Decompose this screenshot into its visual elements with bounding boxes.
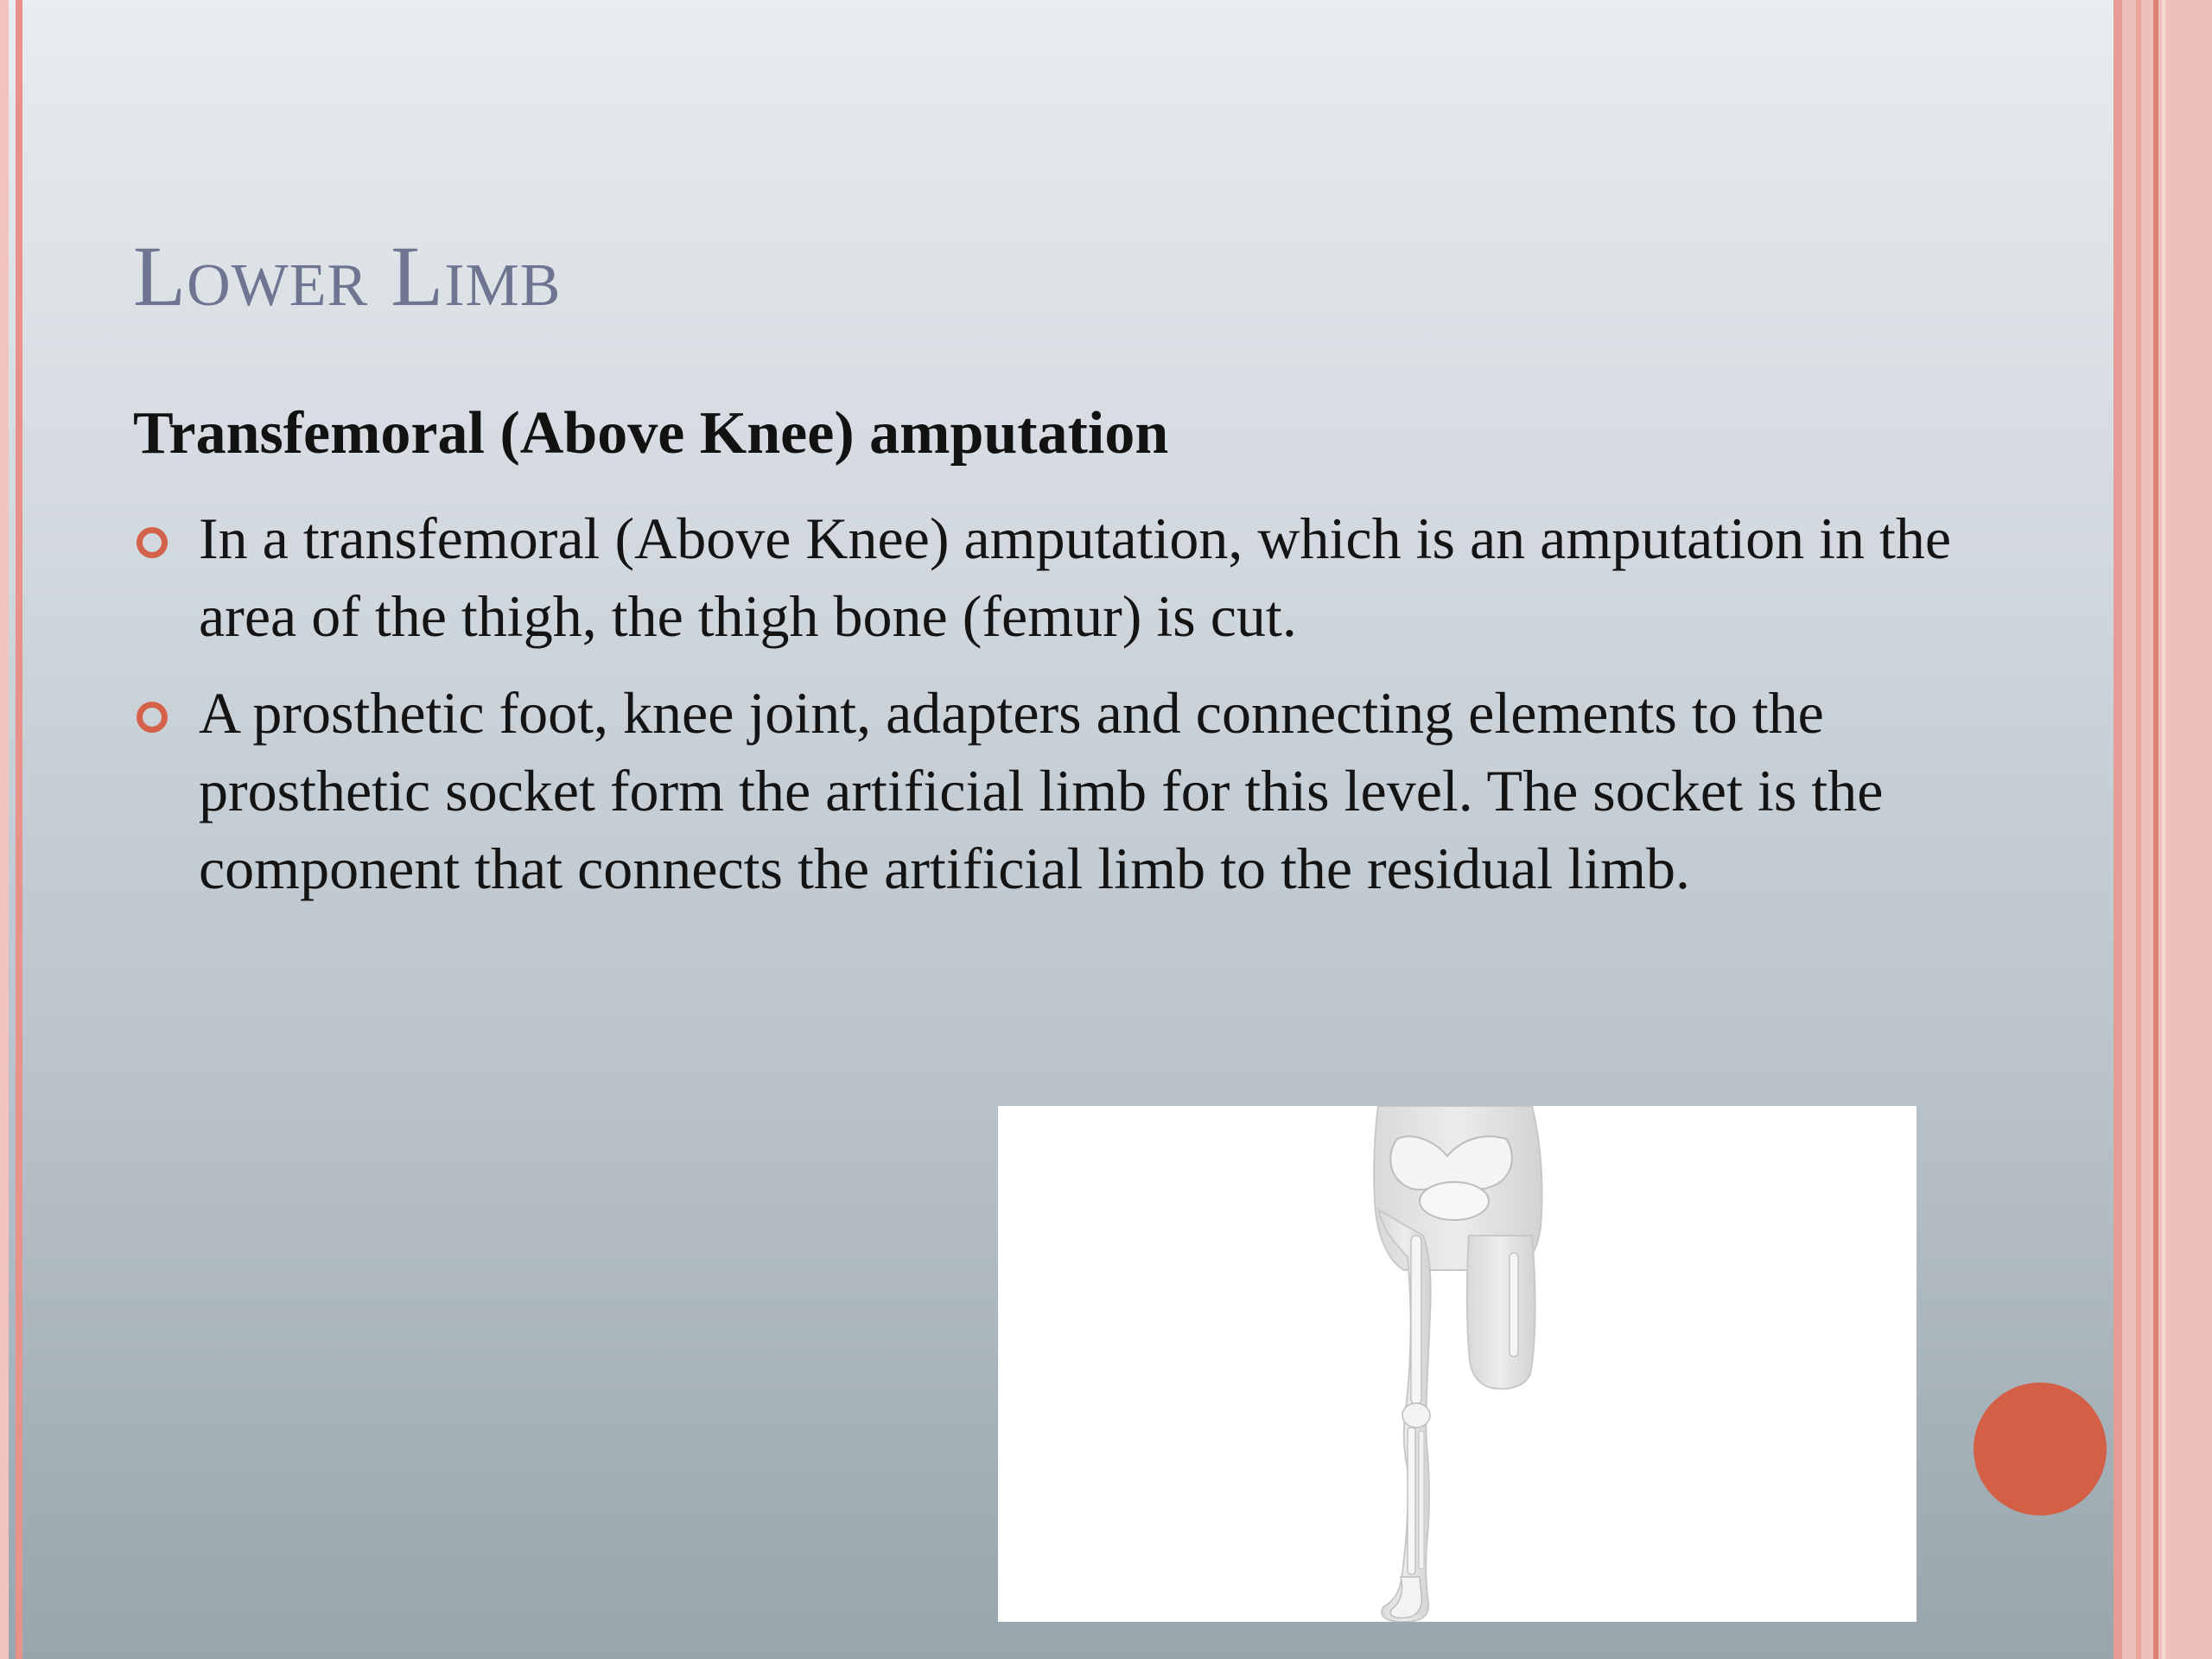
slide-title: Lower Limb	[133, 228, 562, 324]
bullet-text: A prosthetic foot, knee joint, adapters and connecting elements to the prosthetic socket form the artificial limb for this level. The socket is the component that connects the artificial limb to the residual limb.	[199, 680, 1884, 901]
bullet-ring-icon	[137, 702, 168, 733]
accent-circle	[1974, 1382, 2107, 1516]
bullet-item	[133, 499, 1961, 655]
slide-subtitle: Transfemoral (Above Knee) amputation	[133, 400, 1169, 467]
bullet-ring-icon	[137, 527, 168, 558]
left-border-outer	[0, 0, 9, 1659]
bullet-list	[133, 499, 1952, 926]
right-border-line-a	[2113, 0, 2122, 1659]
right-border-line-c	[2153, 0, 2158, 1659]
bullet-item	[133, 674, 1961, 907]
right-border-line-d	[2162, 0, 2165, 1659]
skeleton-leg-icon	[998, 1106, 1916, 1622]
left-border-inner	[16, 0, 22, 1659]
right-border-line-b	[2136, 0, 2141, 1659]
amputation-illustration	[998, 1106, 1916, 1622]
bullet-text: In a transfemoral (Above Knee) amputation, which is an amputation in the area of the thigh, the thigh bone (femur) is cut.	[199, 505, 1952, 649]
